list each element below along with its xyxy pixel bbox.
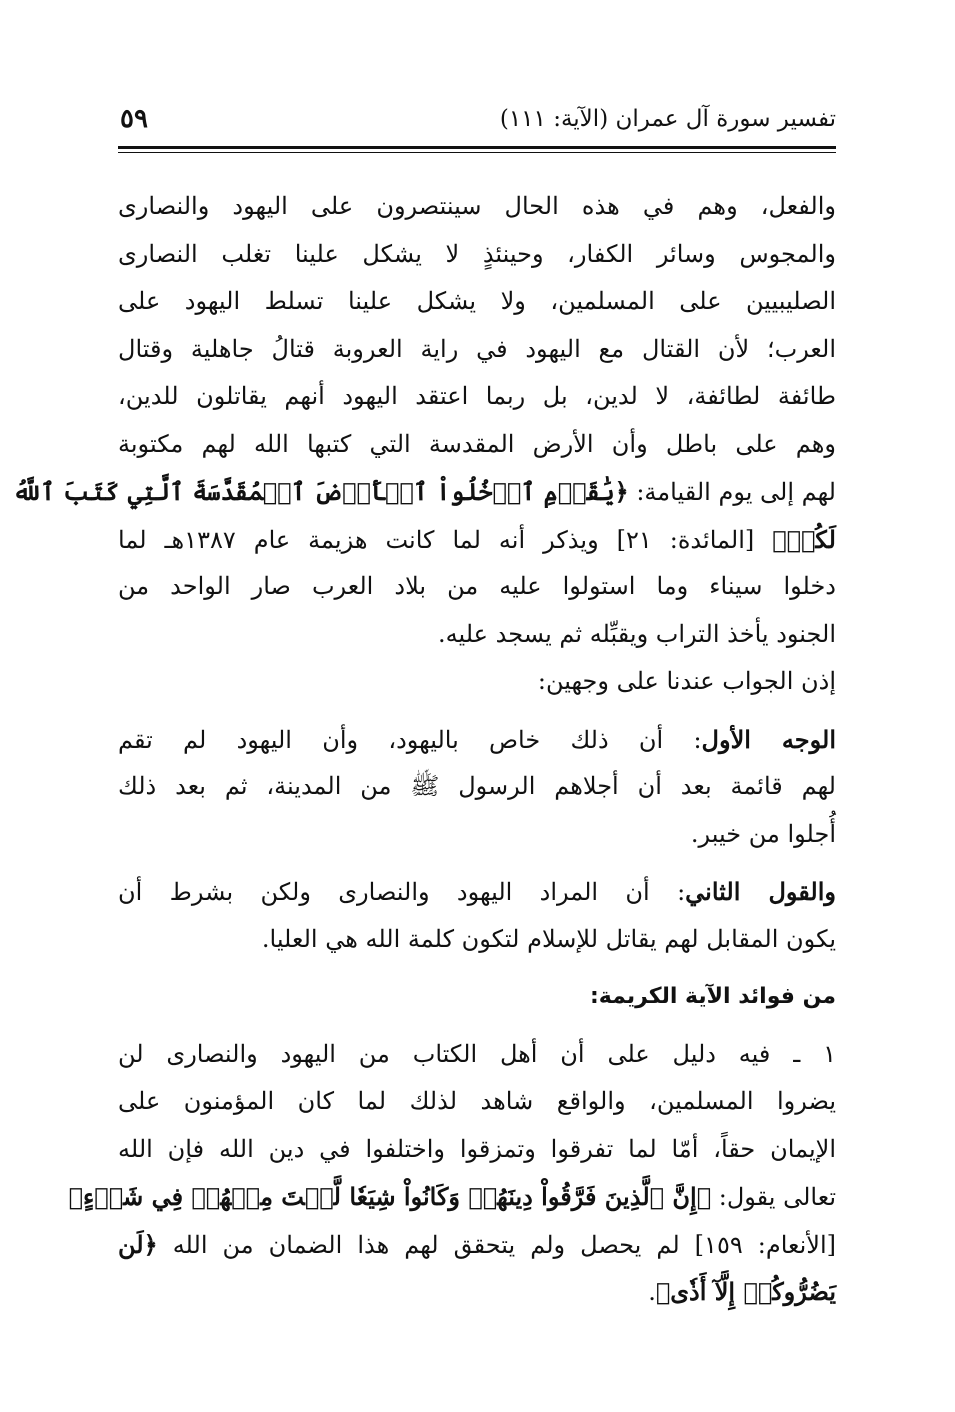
text-line: العرب؛ لأن القتال مع اليهود في راية العروبة قتالُ جاهلية وقتال [118,334,836,363]
text-line: وهم على باطل وأن الأرض المقدسة التي كتبها الله لهم مكتوبة [118,429,836,458]
line-text: : أن ذلك خاص باليهود، وأن اليهود لم تقم [118,725,702,754]
text-line: يكون المقابل لهم يقاتل للإسلام لتكون كلمة الله هي العليا. [261,924,836,953]
quran-verse: ﴿يَٰقَوۡمِ ٱدۡخُلُواْ ٱلۡأَرۡضَ ٱلۡمُقَدَّسَةَ ٱلَّتِي كَتَبَ ٱللَّهُ [12,477,629,506]
page-body [12,183,836,1316]
text-line [118,1221,836,1269]
header-rule-thin [118,152,836,153]
text-line: لهم قائمة بعد أن أجلاهم الرسول ﷺ من المدينة، ثم بعد ذلك [118,772,836,800]
line-text: : أن المراد اليهود والنصارى ولكن بشرط أن [118,878,686,906]
first-aspect-label: الوجه الأول [701,724,836,754]
quran-verse: ﴿لَن [118,1229,158,1259]
text-line [12,468,836,516]
answer-intro: إذن الجواب عندنا على وجهين: [537,667,836,695]
quran-verse: لَكُمۡ﴾ [772,524,836,554]
text-line: والمجوس وسائر الكفار، وحينئذٍ لا يشكل علينا تغلب النصارى [118,239,836,268]
benefits-heading: من فوائد الآية الكريمة: [589,984,836,1009]
text-line [118,516,836,564]
text-line [118,868,836,916]
line-text: لهم إلى يوم القيامة: [628,478,836,506]
line-text: . [648,1278,656,1306]
text-line: ١ ـ فيه دليل على أن أهل الكتاب من اليهود والنصارى لن [118,1039,836,1068]
line-text: [المائدة: ٢١] ويذكر أنه لما كانت هزيمة عام ١٣٨٧هـ لما [118,525,773,554]
second-aspect-label: والقول الثاني [685,877,836,906]
text-line: دخلوا سيناء وما استولوا عليه من بلاد العرب صار الواحد من [118,572,836,600]
text-line: الجنود يأخذ التراب ويقبِّله ثم يسجد عليه. [437,619,836,648]
text-line: والفعل، وهم في هذه الحال سينتصرون على اليهود والنصارى [118,192,836,220]
text-line: الإيمان حقاً، أمّا لما تفرقوا وتمزقوا واختلفوا في دين الله فإن الله [118,1134,836,1163]
text-line [118,716,836,764]
line-text: [الأنعام: ١٥٩] لم يحصل ولم يتحقق لهم هذا الضمان من الله [157,1230,836,1259]
page-number: ٥٩ [120,104,148,134]
text-line [68,1173,836,1221]
running-title: تفسير سورة آل عمران (الآية: ١١١) [499,106,836,132]
page-header [118,100,836,144]
text-line: الصليبيين على المسلمين، ولا يشكل علينا تسلط اليهود على [118,287,836,315]
line-text: تعالى يقول: [711,1183,836,1211]
text-line: أُجلوا من خيبر. [690,819,836,848]
header-rule-thick [118,146,836,149]
text-line [118,1268,836,1316]
quran-verse: ﴿إِنَّ ٱلَّذِينَ فَرَّقُواْ دِينَهُمۡ وَكَانُواْ شِيَعٗا لَّسۡتَ مِنۡهُمۡ فِي شَيۡءٍ﴾ [68,1182,712,1211]
text-line: يضروا المسلمين، والواقع شاهد لذلك لما كان المؤمنون على [118,1087,836,1115]
text-line: طائفة لطائفة، لا لدين، بل ربما اعتقد اليهود أنهم يقاتلون للدين، [118,382,836,410]
quran-verse: يَضُرُّوكُمۡ إِلَّآ أَذٗى﴾ [655,1277,836,1306]
